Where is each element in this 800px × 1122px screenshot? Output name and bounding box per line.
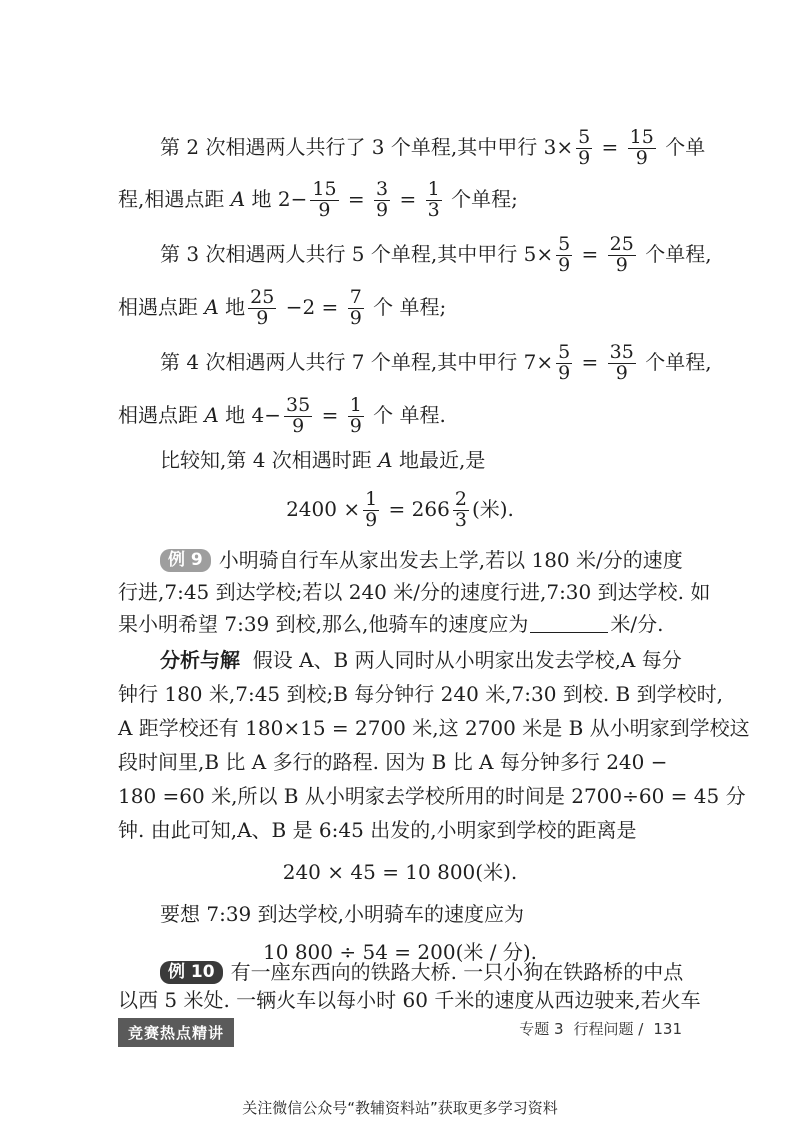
footer-page-info xyxy=(509,1018,682,1039)
analysis-line-5: 180 =60 米,所以 B 从小明家去学校所用的时间是 2700÷60 = 45 分 xyxy=(118,784,746,808)
text-line-7: 比较知,第 4 次相遇时距 A 地最近,是 xyxy=(160,448,486,472)
example-9-line-2: 行进,7:45 到达学校;若以 240 米/分的速度行进,7:30 到达学校. 如 xyxy=(118,580,711,604)
analysis-line-1: 分析与解 假设 A、B 两人同时从小明家出发去学校,A 每分 xyxy=(160,648,682,672)
fraction: $\frac{5}{9}$ xyxy=(558,233,571,276)
fraction: $\frac{5}{9}$ xyxy=(558,341,571,384)
text-line-1: 第 2 次相遇两人共行了 3 个单程,其中甲行 3× $\frac{5}{9}$ = $\frac{15}{9}$ 个单 xyxy=(160,126,706,169)
page-number: 131 xyxy=(653,1020,682,1038)
footer-topic: 专题 3 xyxy=(519,1020,564,1038)
example-10-line-2: 以西 5 米处. 一辆火车以每小时 60 千米的速度从西边驶来,若火车 xyxy=(118,988,701,1012)
example-badge: 例 10 xyxy=(160,961,223,984)
fraction: $\frac{35}{9}$ xyxy=(286,394,311,437)
fraction: $\frac{1}{9}$ xyxy=(349,394,362,437)
fraction: $\frac{2}{3}$ xyxy=(454,488,467,531)
text-line-6: 相遇点距 A 地 4− $\frac{35}{9}$ = $\frac{1}{9}$ 个 单程. xyxy=(118,394,446,437)
example-9-line-1: 例 9 小明骑自行车从家出发去上学,若以 180 米/分的速度 xyxy=(160,548,683,573)
text-line-2: 程,相遇点距 A 地 2− $\frac{15}{9}$ = $\frac{3}{9}$ = $\frac{1}{3}$ 个单程; xyxy=(118,178,518,221)
fraction: $\frac{15}{9}$ xyxy=(312,178,337,221)
fraction: $\frac{1}{9}$ xyxy=(365,488,378,531)
analysis-line-7: 要想 7:39 到达学校,小明骑车的速度应为 xyxy=(160,902,524,926)
analysis-line-4: 段时间里,B 比 A 多行的路程. 因为 B 比 A 每分钟多行 240 − xyxy=(118,750,668,774)
text-line-4: 相遇点距 A 地 $\frac{25}{9}$ −2 = $\frac{7}{9}$ 个 单程; xyxy=(118,286,447,329)
fraction: $\frac{35}{9}$ xyxy=(609,341,634,384)
analysis-line-3: A 距学校还有 180×15 = 2700 米,这 2700 米是 B 从小明家到学校这 xyxy=(118,716,750,740)
answer-blank xyxy=(530,614,608,633)
bottom-note: 关注微信公众号“教辅资料站”获取更多学习资料 xyxy=(242,1099,558,1117)
footer-topic-name: 行程问题 / xyxy=(573,1020,644,1038)
fraction: $\frac{25}{9}$ xyxy=(609,233,634,276)
example-10-line-1: 例 10 有一座东西向的铁路大桥. 一只小狗在铁路桥的中点 xyxy=(160,960,683,985)
fraction: $\frac{1}{3}$ xyxy=(427,178,440,221)
footer-series-label: 竞赛热点精讲 xyxy=(118,1018,234,1047)
analysis-line-6: 钟. 由此可知,A、B 是 6:45 出发的,小明家到学校的距离是 xyxy=(118,818,637,842)
analysis-label: 分析与解 xyxy=(160,648,240,672)
example-badge: 例 9 xyxy=(160,549,211,572)
analysis-line-2: 钟行 180 米,7:45 到校;B 每分钟行 240 米,7:30 到校. B 到学校时, xyxy=(118,682,723,706)
fraction: $\frac{3}{9}$ xyxy=(376,178,389,221)
fraction: $\frac{7}{9}$ xyxy=(349,286,362,329)
equation-1: 2400 × $\frac{1}{9}$ = 266 $\frac{2}{3}$ (米). xyxy=(286,488,514,531)
equation-3: 10 800 ÷ 54 = 200(米 / 分). xyxy=(263,940,537,964)
fraction: $\frac{25}{9}$ xyxy=(250,286,275,329)
example-9-line-3: 果小明希望 7:39 到校,那么,他骑车的速度应为 米/分. xyxy=(118,612,664,636)
fraction: $\frac{5}{9}$ xyxy=(578,126,591,169)
text-line-3: 第 3 次相遇两人共行 5 个单程,其中甲行 5× $\frac{5}{9}$ = $\frac{25}{9}$ 个单程, xyxy=(160,233,712,276)
text-line-5: 第 4 次相遇两人共行 7 个单程,其中甲行 7× $\frac{5}{9}$ = $\frac{35}{9}$ 个单程, xyxy=(160,341,712,384)
fraction: $\frac{15}{9}$ xyxy=(629,126,654,169)
equation-2: 240 × 45 = 10 800(米). xyxy=(282,860,518,884)
